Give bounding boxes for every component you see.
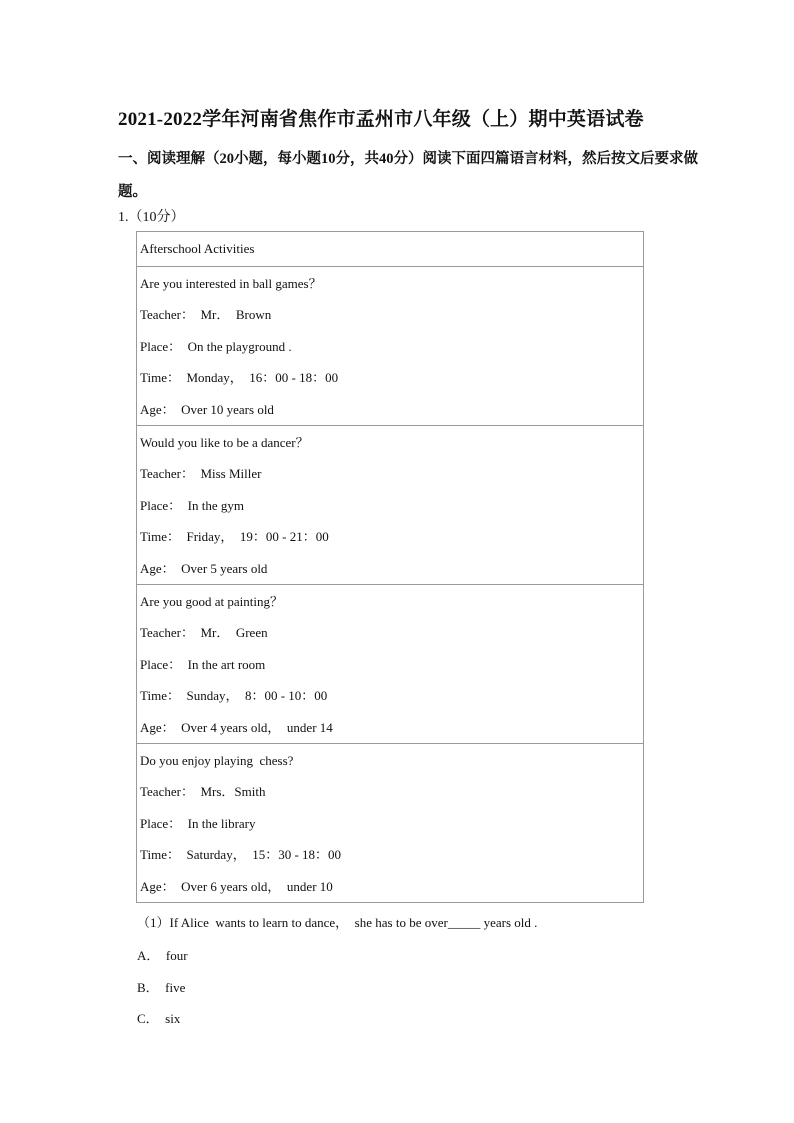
sub-question: （1）If Alice wants to learn to dance， she has to be over_____ years old . <box>137 915 538 930</box>
activity-age: Age： Over 5 years old <box>140 560 268 576</box>
option-a <box>137 945 188 964</box>
option-text: six <box>165 1011 181 1026</box>
activity-time: Time： Saturday， 15：30 - 18：00 <box>140 847 342 862</box>
activity-cell <box>137 585 644 744</box>
activity-cell <box>137 267 644 426</box>
activity-row-ball-games <box>137 267 644 426</box>
activity-row-dance <box>137 426 644 585</box>
activity-cell <box>137 426 644 585</box>
activity-place: Place： In the library <box>140 815 256 831</box>
activity-teacher: Teacher： Mr． Brown <box>140 307 272 322</box>
activity-row-chess <box>137 744 644 903</box>
activity-place: Place： On the playground . <box>140 338 292 354</box>
option-b <box>137 977 185 996</box>
activity-time: Time： Monday， 16：00 - 18：00 <box>140 370 339 385</box>
option-text: five <box>165 980 186 995</box>
activity-time: Time： Sunday， 8：00 - 10：00 <box>140 688 328 703</box>
option-letter: A． <box>137 948 160 963</box>
activity-age: Age： Over 10 years old <box>140 401 274 417</box>
option-text: four <box>165 948 188 963</box>
table-header-row <box>137 232 644 267</box>
activities-table <box>136 231 644 903</box>
option-letter: B． <box>137 980 159 995</box>
activity-place: Place： In the gym <box>140 497 244 513</box>
activity-time: Time： Friday， 19：00 - 21：00 <box>140 529 329 544</box>
document-title: 2021-2022学年河南省焦作市孟州市八年级（上）期中英语试卷 <box>118 109 644 130</box>
activity-age: Age： Over 6 years old， under 10 <box>140 878 333 894</box>
activity-place: Place： In the art room <box>140 656 266 672</box>
activity-question: Are you good at painting？ <box>140 594 283 609</box>
activity-question: Do you enjoy playing chess? <box>140 753 294 768</box>
question-number: 1.（10分） <box>118 210 185 225</box>
activity-row-painting <box>137 585 644 744</box>
section-heading: 一、阅读理解（20小题，每小题10分，共40分）阅读下面四篇语言材料，然后按文后要求做题。 <box>118 151 698 200</box>
activity-cell <box>137 744 644 903</box>
activity-age: Age： Over 4 years old， under 14 <box>140 719 333 735</box>
activity-teacher: Teacher： Mrs．Smith <box>140 784 266 799</box>
option-letter: C． <box>137 1011 159 1026</box>
table-header-cell: Afterschool Activities <box>137 232 644 267</box>
activity-teacher: Teacher： Mr． Green <box>140 625 268 640</box>
activity-question: Would you like to be a dancer？ <box>140 435 309 450</box>
option-c <box>137 1008 180 1027</box>
activity-teacher: Teacher： Miss Miller <box>140 466 262 481</box>
activity-question: Are you interested in ball games？ <box>140 276 322 291</box>
